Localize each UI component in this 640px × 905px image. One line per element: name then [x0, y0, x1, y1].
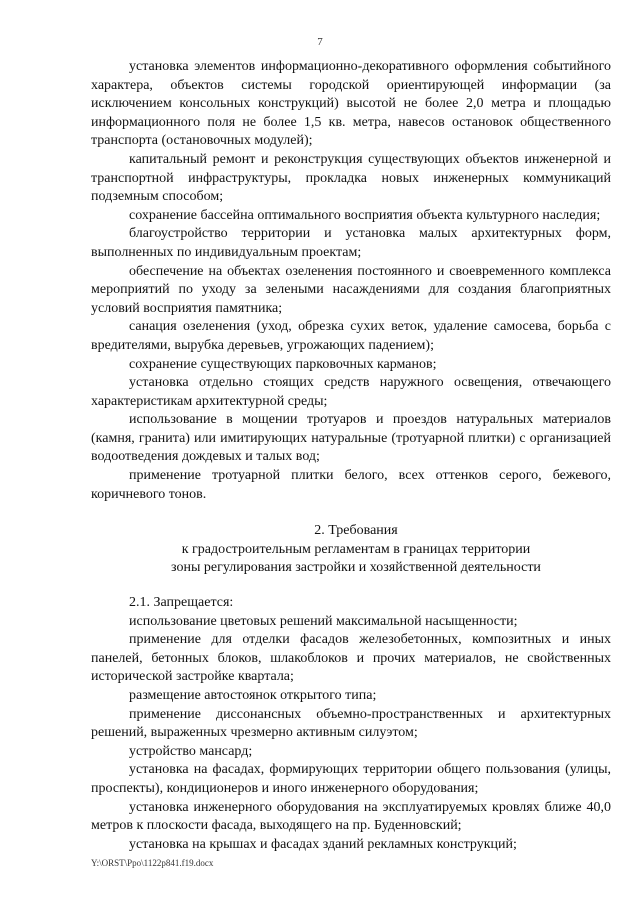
list-item: сохранение существующих парковочных карманов;	[129, 356, 437, 372]
section-heading	[91, 522, 611, 578]
list-item: использование цветовых решений максимальной насыщенности;	[129, 613, 518, 629]
list-item: установка инженерного оборудования на эксплуатируемых кровлях ближе 40,0 метров к плоскости фасада, выходящего на пр. Буденновский;	[91, 799, 611, 834]
section-number: 2. Требования	[314, 523, 398, 539]
list-item: использование в мощении тротуаров и проездов натуральных материалов (камня, гранита) или имитирующих натуральные (тротуарной плитки) с организацией водоотведения дождевых и талых вод;	[91, 412, 611, 465]
list-item: установка на фасадах, формирующих территории общего пользования (улицы, проспекты), кондиционеров и иного инженерного оборудования;	[91, 762, 611, 796]
page-number: 7	[317, 36, 323, 48]
list-item: санация озеленения (уход, обрезка сухих веток, удаление самосева, борьба с вредителями, вырубка деревьев, угрожающих падением);	[91, 319, 611, 353]
list-item: применение диссонансных объемно-пространственных и архитектурных решений, выраженных чрезмерно активным силуэтом;	[91, 706, 611, 741]
list-item: капитальный ремонт и реконструкция существующих объектов инженерной и транспортной инфраструктуры, прокладка новых инженерных коммуникаций подземным способом;	[91, 151, 611, 205]
list-item: обеспечение на объектах озеленения постоянного и своевременного комплекса мероприятий по уходу за зелеными насаждениями для создания благоприятных условий восприятия памятника;	[91, 263, 611, 316]
section-title-line: к градостроительным регламентам в границах территории	[181, 541, 531, 557]
list-item: применение для отделки фасадов железобетонных, композитных и иных панелей, бетонных блоков, шлакоблоков и прочих материалов, не свойственных исторической застройке квартала;	[91, 632, 611, 685]
list-item: установка на крышах и фасадах зданий рекламных конструкций;	[129, 836, 517, 852]
list-item: установка элементов информационно-декоративного оформления событийного характера, объектов системы городской ориентирующей информации (за исключением консольных конструкций) высотой не более 2,0 метра и площадью информационного поля не более 1,5 кв. метра, навесов остановок общественного транспорта (остановочных модулей);	[91, 59, 611, 149]
subsection-heading: 2.1. Запрещается:	[129, 595, 234, 611]
list-item: сохранение бассейна оптимального восприятия объекта культурного наследия;	[129, 207, 601, 223]
list-item: благоустройство территории и установка малых архитектурных форм, выполненных по индивидуальным проектам;	[91, 226, 611, 260]
list-item: применение тротуарной плитки белого, всех оттенков серого, бежевого, коричневого тонов.	[91, 468, 611, 502]
file-path-footer: Y:\ORST\Ppo\1122p841.f19.docx	[91, 858, 214, 868]
list-item: размещение автостоянок открытого типа;	[129, 688, 377, 703]
section-title-line: зоны регулирования застройки и хозяйственной деятельности	[171, 560, 541, 576]
document-body	[91, 58, 611, 854]
list-item: устройство мансард;	[129, 743, 253, 759]
list-item: установка отдельно стоящих средств наружного освещения, отвечающего характеристикам архитектурной среды;	[91, 375, 611, 409]
